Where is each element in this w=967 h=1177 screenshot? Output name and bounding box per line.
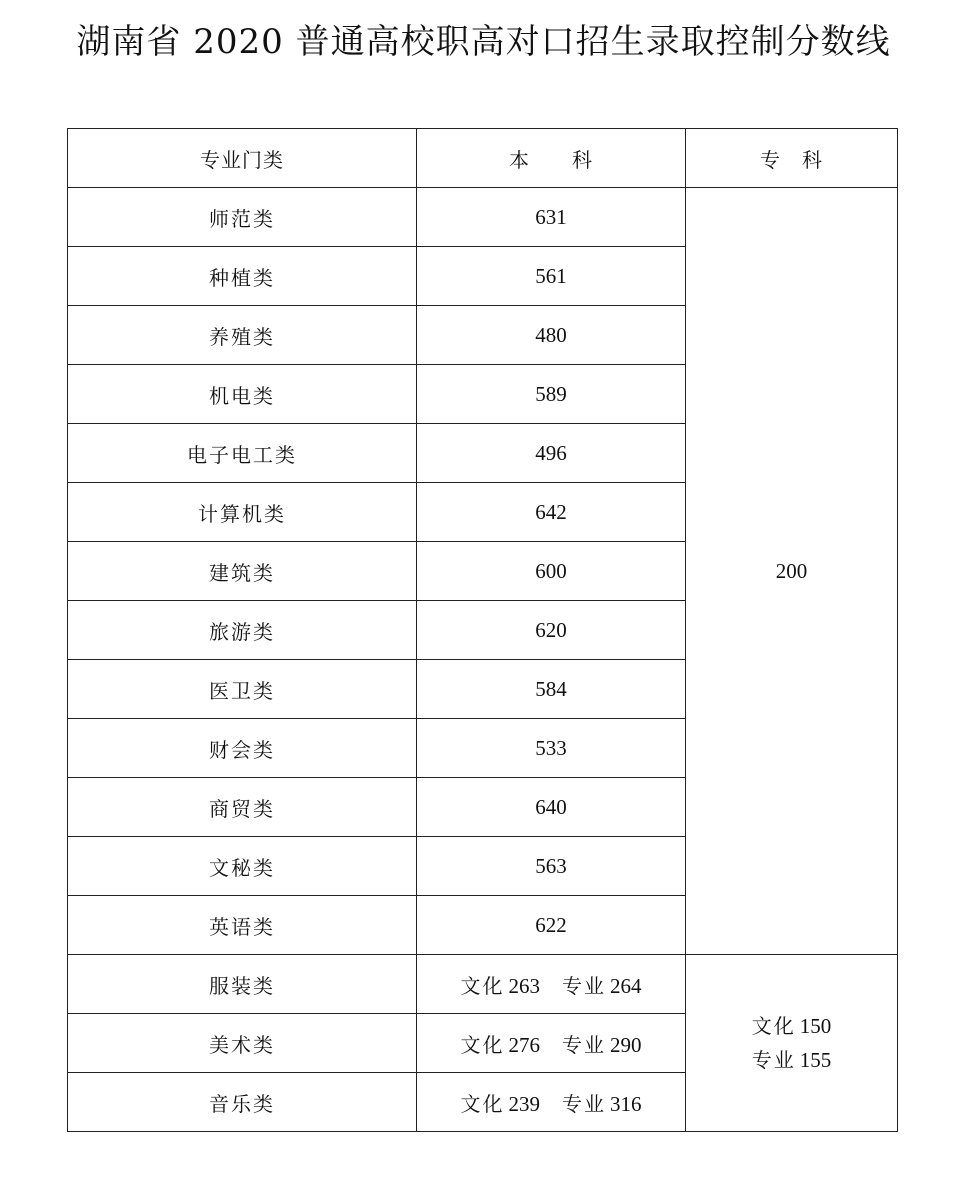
category-cell: 商贸类 xyxy=(68,778,417,837)
category-cell: 文秘类 xyxy=(68,837,417,896)
category-cell: 养殖类 xyxy=(68,306,417,365)
category-cell: 英语类 xyxy=(68,896,417,955)
wenhua-score: 276 xyxy=(508,1032,540,1057)
wenhua-score: 239 xyxy=(508,1091,540,1116)
category-cell: 美术类 xyxy=(68,1014,417,1073)
category-cell: 服装类 xyxy=(68,955,417,1014)
wenhua-label: 文化 xyxy=(460,1032,505,1057)
wenhua-label: 文化 xyxy=(751,1014,796,1038)
category-cell: 机电类 xyxy=(68,365,417,424)
table-row xyxy=(68,188,898,247)
benke-score-cell: 622 xyxy=(417,896,686,955)
category-cell: 计算机类 xyxy=(68,483,417,542)
zhuanke-zhuanye-line xyxy=(686,1043,897,1077)
zhuanye-label: 专业 xyxy=(562,973,606,998)
benke-score-cell: 642 xyxy=(417,483,686,542)
benke-score-cell: 600 xyxy=(417,542,686,601)
score-table xyxy=(67,128,898,1132)
zhuanye-label: 专业 xyxy=(751,1048,796,1072)
category-cell: 音乐类 xyxy=(68,1073,417,1132)
benke-score-cell: 561 xyxy=(417,247,686,306)
benke-score-cell: 533 xyxy=(417,719,686,778)
zhuanye-score: 155 xyxy=(799,1048,832,1072)
benke-art-score-cell xyxy=(417,1014,686,1073)
wenhua-score: 150 xyxy=(799,1014,832,1038)
zhuanye-label: 专业 xyxy=(562,1091,606,1116)
benke-score-cell: 584 xyxy=(417,660,686,719)
zhuanye-label: 专业 xyxy=(562,1032,606,1057)
page-title: 湖南省 2020 普通高校职高对口招生录取控制分数线 xyxy=(76,22,891,62)
category-cell: 建筑类 xyxy=(68,542,417,601)
zhuanke-wenhua-line xyxy=(686,1009,897,1043)
category-cell: 医卫类 xyxy=(68,660,417,719)
zhuanke-art-score xyxy=(686,955,898,1132)
zhuanye-score: 316 xyxy=(610,1091,642,1116)
zhuanye-score: 290 xyxy=(610,1032,642,1057)
header-zhuanke: 专 科 xyxy=(686,129,898,188)
benke-score-cell: 631 xyxy=(417,188,686,247)
header-category: 专业门类 xyxy=(68,129,417,188)
zhuanye-score: 264 xyxy=(610,973,642,998)
table-row-art xyxy=(68,955,898,1014)
header-benke: 本 科 xyxy=(417,129,686,188)
category-cell: 师范类 xyxy=(68,188,417,247)
benke-score-cell: 620 xyxy=(417,601,686,660)
zhuanke-general-score: 200 xyxy=(686,188,898,955)
wenhua-label: 文化 xyxy=(460,973,505,998)
benke-art-score-cell xyxy=(417,1073,686,1132)
benke-score-cell: 480 xyxy=(417,306,686,365)
benke-score-cell: 563 xyxy=(417,837,686,896)
benke-score-cell: 496 xyxy=(417,424,686,483)
wenhua-label: 文化 xyxy=(460,1091,505,1116)
benke-score-cell: 640 xyxy=(417,778,686,837)
category-cell: 旅游类 xyxy=(68,601,417,660)
benke-art-score-cell xyxy=(417,955,686,1014)
category-cell: 电子电工类 xyxy=(68,424,417,483)
category-cell: 种植类 xyxy=(68,247,417,306)
wenhua-score: 263 xyxy=(508,973,540,998)
benke-score-cell: 589 xyxy=(417,365,686,424)
category-cell: 财会类 xyxy=(68,719,417,778)
table-header-row xyxy=(68,129,898,188)
